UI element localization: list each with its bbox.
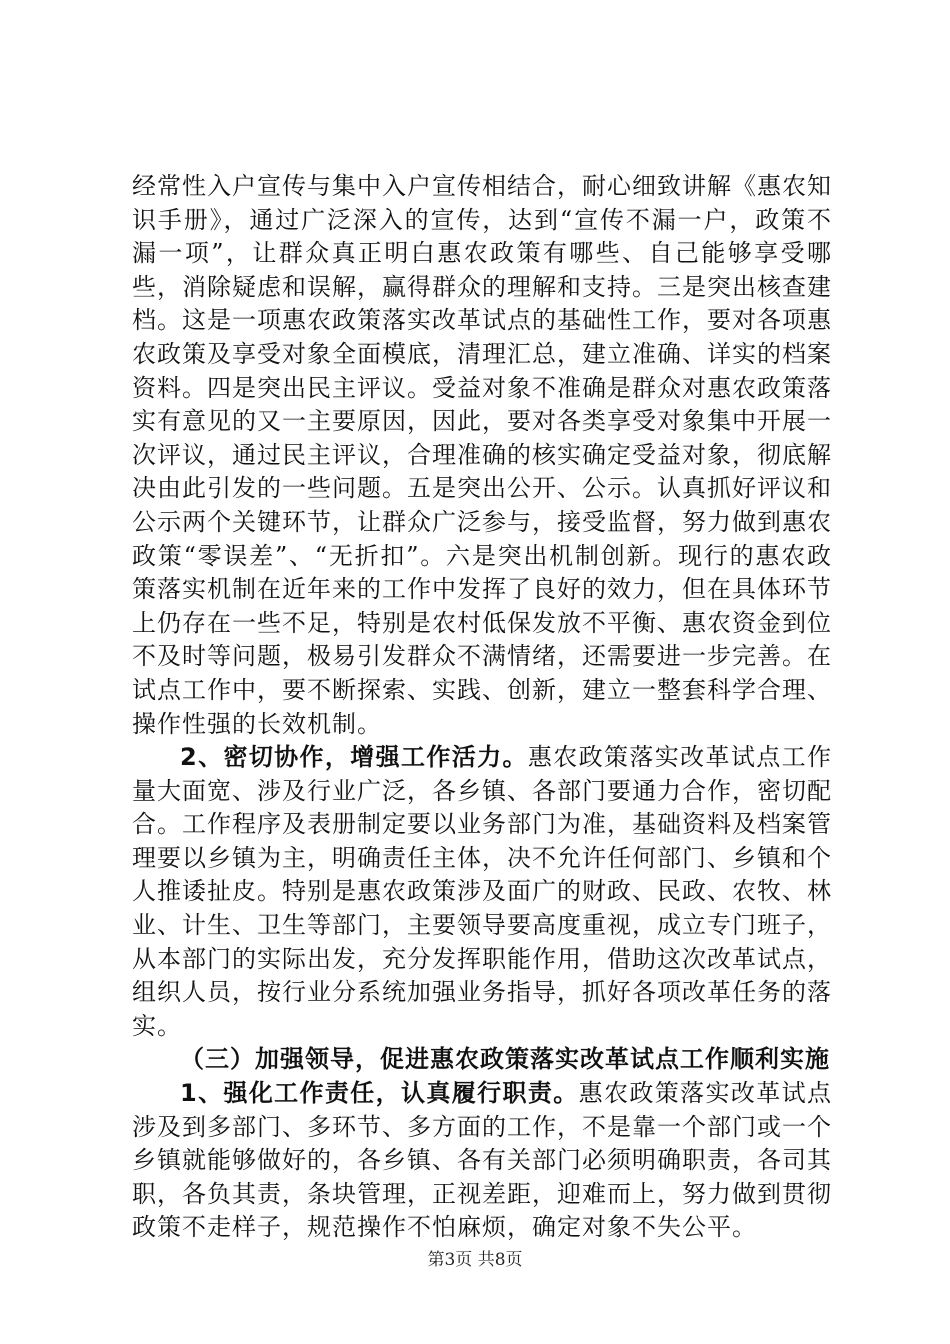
paragraph-responsibility <box>132 1077 832 1245</box>
paragraph-cooperation <box>132 741 832 1043</box>
page-footer <box>0 1245 950 1270</box>
paragraph-lead: 1、强化工作责任，认真履行职责。 <box>180 1079 579 1108</box>
page-number-label: 第3页 共8页 <box>427 1250 523 1270</box>
document-body <box>132 170 832 1245</box>
section-heading: （三）加强领导，促进惠农政策落实改革试点工作顺利实施 <box>180 1045 830 1074</box>
paragraph-continuation <box>132 170 832 741</box>
paragraph-lead: 2、密切协作，增强工作活力。 <box>180 743 528 772</box>
paragraph-text: 惠农政策落实改革试点涉及到多部门、多环节、多方面的工作，不是靠一个部门或一个乡镇就能够做好的，各乡镇、各有关部门必须明确职责，各司其职，各负其责，条块管理，正视差距，迎难而上，努力做到贯彻政策不走样子，规范操作不怕麻烦，确定对象不失公平。 <box>132 1079 833 1242</box>
paragraph-text: 惠农政策落实改革试点工作量大面宽、涉及行业广泛，各乡镇、各部门要通力合作，密切配合。工作程序及表册制定要以业务部门为准，基础资料及档案管理要以乡镇为主，明确责任主体，决不允许任何部门、乡镇和个人推诿扯皮。特别是惠农政策涉及面广的财政、民政、农牧、林业、计生、卫生等部门，主要领导要高度重视，成立专门班子，从本部门的实际出发，充分发挥职能作用，借助这次改革试点，组织人员，按行业分系统加强业务指导，抓好各项改革任务的落实。 <box>132 743 832 1040</box>
paragraph-text: 经常性入户宣传与集中入户宣传相结合，耐心细致讲解《惠农知识手册》，通过广泛深入的宣传，达到“宣传不漏一户，政策不漏一项”，让群众真正明白惠农政策有哪些、自己能够享受哪些，消除疑虑和误解，赢得群众的理解和支持。三是突出核查建档。这是一项惠农政策落实改革试点的基础性工作，要对各项惠农政策及享受对象全面模底，清理汇总，建立准确、详实的档案资料。四是突出民主评议。受益对象不准确是群众对惠农政策落实有意见的又一主要原因，因此，要对各类享受对象集中开展一次评议，通过民主评议，合理准确的核实确定受益对象，彻底解决由此引发的一些问题。五是突出公开、公示。认真抓好评议和公示两个关键环节，让群众广泛参与，接受监督，努力做到惠农政策“零误差”、“无折扣”。六是突出机制创新。现行的惠农政策落实机制在近年来的工作中发挥了良好的效力，但在具体环节上仍存在一些不足，特别是农村低保发放不平衡、惠农资金到位不及时等问题，极易引发群众不满情绪，还需要进一步完善。在试点工作中，要不断探索、实践、创新，建立一整套科学合理、操作性强的长效机制。 <box>132 172 832 738</box>
